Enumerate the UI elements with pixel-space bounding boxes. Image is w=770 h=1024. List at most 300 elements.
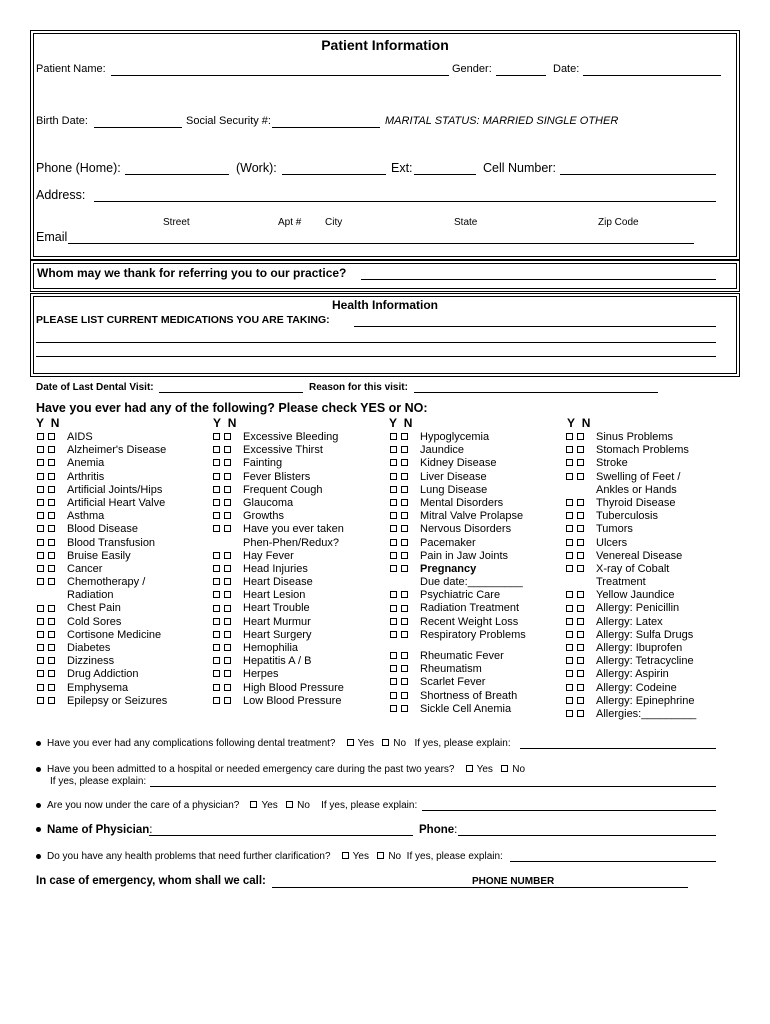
yes-no-checkboxes [390, 432, 420, 445]
yes-no-checkboxes [37, 445, 67, 458]
no-checkbox[interactable] [48, 618, 55, 625]
checklist-item [213, 668, 344, 681]
checklist-label: Yellow Jaundice [596, 589, 675, 602]
yes-checkbox[interactable] [213, 644, 220, 651]
no-checkbox[interactable] [577, 605, 584, 612]
yes-checkbox[interactable] [566, 644, 573, 651]
no-checkbox[interactable] [401, 525, 408, 532]
no-checkbox[interactable] [286, 801, 293, 808]
no-checkbox[interactable] [401, 618, 408, 625]
no-checkbox[interactable] [224, 473, 231, 480]
yes-checkbox[interactable] [213, 552, 220, 559]
checklist-label: Treatment [596, 576, 646, 589]
yes-checkbox[interactable] [566, 591, 573, 598]
yes-no-checkboxes [213, 550, 243, 563]
no-checkbox[interactable] [48, 631, 55, 638]
address-label: Address: [36, 188, 86, 202]
yes-checkbox[interactable] [390, 605, 397, 612]
yes-checkbox[interactable] [390, 565, 397, 572]
yes-checkbox[interactable] [390, 665, 397, 672]
checklist-item [566, 695, 696, 708]
yes-checkbox[interactable] [390, 652, 397, 659]
no-checkbox[interactable] [48, 512, 55, 519]
no-checkbox[interactable] [401, 665, 408, 672]
yes-checkbox[interactable] [466, 765, 473, 772]
no-checkbox[interactable] [401, 539, 408, 546]
yes-checkbox[interactable] [37, 657, 44, 664]
checklist-item [213, 602, 344, 615]
yes-no-checkboxes [566, 656, 596, 669]
yes-checkbox[interactable] [566, 697, 573, 704]
yes-no-checkboxes [566, 695, 596, 708]
last-visit-field[interactable] [159, 392, 303, 393]
checklist-item [566, 602, 696, 615]
checklist-label: Diabetes [67, 642, 111, 654]
yes-checkbox[interactable] [566, 499, 573, 506]
no-checkbox[interactable] [401, 512, 408, 519]
yes-checkbox[interactable] [213, 525, 220, 532]
no-checkbox[interactable] [48, 565, 55, 572]
no-checkbox[interactable] [501, 765, 508, 772]
checklist-label: Mitral Valve Prolapse [420, 510, 524, 523]
no-checkbox[interactable] [401, 446, 408, 453]
no-checkbox[interactable] [401, 678, 408, 685]
yes-checkbox[interactable] [213, 565, 220, 572]
checklist-label: Allergy: Ibuprofen [596, 642, 683, 654]
yes-checkbox[interactable] [37, 446, 44, 453]
yes-checkbox[interactable] [390, 446, 397, 453]
yes-checkbox[interactable] [342, 852, 349, 859]
gender-field[interactable] [496, 75, 546, 76]
bullet-icon [36, 767, 41, 772]
yes-no-checkboxes [37, 497, 67, 510]
checklist-label: Blood Disease [67, 523, 138, 536]
bullet-icon [36, 827, 41, 832]
no-checkbox[interactable] [577, 657, 584, 664]
no-checkbox[interactable] [401, 473, 408, 480]
yes-checkbox[interactable] [566, 459, 573, 466]
yes-checkbox[interactable] [566, 605, 573, 612]
checklist-label: Cancer [67, 562, 103, 575]
yes-checkbox[interactable] [390, 433, 397, 440]
yes-checkbox[interactable] [213, 657, 220, 664]
yes-no-checkboxes [566, 590, 596, 603]
yes-no-checkboxes [213, 577, 243, 590]
no-checkbox[interactable] [224, 486, 231, 493]
no-checkbox[interactable] [48, 499, 55, 506]
yes-checkbox[interactable] [37, 605, 44, 612]
checklist-item [566, 537, 696, 550]
no-checkbox[interactable] [224, 618, 231, 625]
yes-checkbox[interactable] [37, 697, 44, 704]
yes-checkbox[interactable] [390, 525, 397, 532]
yes-no-checkboxes [390, 690, 420, 703]
no-checkbox[interactable] [48, 525, 55, 532]
yes-checkbox[interactable] [566, 512, 573, 519]
no-checkbox[interactable] [48, 552, 55, 559]
checklist-item [390, 537, 526, 550]
yes-checkbox[interactable] [213, 446, 220, 453]
checklist-item [213, 642, 344, 655]
cell-field[interactable] [560, 174, 716, 175]
checklist-label: Alzheimer's Disease [67, 444, 167, 457]
no-checkbox[interactable] [401, 486, 408, 493]
yes-checkbox[interactable] [390, 499, 397, 506]
checklist-item [390, 497, 526, 510]
no-checkbox[interactable] [224, 670, 231, 677]
checklist-label: Allergy: Epinephrine [596, 694, 695, 707]
no-checkbox[interactable] [401, 433, 408, 440]
no-checkbox[interactable] [224, 578, 231, 585]
checklist-label: Cortisone Medicine [67, 628, 162, 641]
yes-checkbox[interactable] [347, 739, 354, 746]
question-physician-care: Are you now under the care of a physician? Yes No If yes, please explain: [36, 800, 417, 811]
checklist-item [37, 589, 167, 602]
checklist-item [213, 682, 344, 695]
yes-checkbox[interactable] [566, 525, 573, 532]
checklist-item [37, 471, 167, 484]
no-checkbox[interactable] [48, 446, 55, 453]
checklist-item [566, 523, 696, 536]
yes-checkbox[interactable] [37, 618, 44, 625]
no-checkbox[interactable] [224, 697, 231, 704]
yes-checkbox[interactable] [566, 539, 573, 546]
no-checkbox[interactable] [401, 652, 408, 659]
ext-field[interactable] [414, 174, 476, 175]
no-checkbox[interactable] [48, 670, 55, 677]
no-checkbox[interactable] [382, 739, 389, 746]
yes-checkbox[interactable] [37, 578, 44, 585]
no-checkbox[interactable] [577, 539, 584, 546]
ssn-field[interactable] [272, 127, 380, 128]
no-checkbox[interactable] [224, 499, 231, 506]
yes-checkbox[interactable] [37, 552, 44, 559]
checklist-item [213, 655, 344, 668]
checklist-item [566, 629, 696, 642]
checklist-label: Allergies:_________ [596, 707, 697, 720]
complications-explain-field[interactable] [520, 748, 716, 749]
physician-phone-field[interactable] [458, 835, 716, 836]
n-header: N [227, 416, 237, 430]
no-checkbox[interactable] [577, 644, 584, 651]
checklist-item [213, 431, 344, 444]
yes-checkbox[interactable] [390, 486, 397, 493]
no-checkbox[interactable] [48, 539, 55, 546]
yes-checkbox[interactable] [566, 552, 573, 559]
yes-checkbox[interactable] [37, 499, 44, 506]
yes-checkbox[interactable] [37, 684, 44, 691]
yes-checkbox[interactable] [213, 670, 220, 677]
cell-label: Cell Number: [483, 161, 556, 175]
y-header: Y [36, 416, 45, 430]
yes-checkbox[interactable] [566, 446, 573, 453]
no-checkbox[interactable] [577, 433, 584, 440]
no-checkbox[interactable] [224, 684, 231, 691]
no-checkbox[interactable] [577, 499, 584, 506]
yes-checkbox[interactable] [566, 631, 573, 638]
yes-checkbox[interactable] [390, 631, 397, 638]
checklist-label: Jaundice [420, 444, 465, 457]
yes-checkbox[interactable] [37, 486, 44, 493]
yes-no-checkboxes [390, 445, 420, 458]
n-header: N [581, 416, 591, 430]
no-checkbox[interactable] [224, 657, 231, 664]
no-checkbox[interactable] [401, 605, 408, 612]
no-checkbox[interactable] [577, 591, 584, 598]
no-checkbox[interactable] [224, 552, 231, 559]
checklist-item [37, 484, 167, 497]
yes-checkbox[interactable] [250, 801, 257, 808]
referral-field[interactable] [361, 279, 716, 280]
no-checkbox[interactable] [401, 565, 408, 572]
yes-checkbox[interactable] [390, 705, 397, 712]
yes-no-checkboxes [566, 682, 596, 695]
no-checkbox[interactable] [577, 631, 584, 638]
yes-checkbox[interactable] [390, 678, 397, 685]
yes-checkbox[interactable] [390, 552, 397, 559]
checklist-item [37, 497, 167, 510]
col2-yn [213, 416, 236, 430]
no-checkbox[interactable] [577, 710, 584, 717]
no-checkbox[interactable] [577, 525, 584, 532]
no-checkbox[interactable] [224, 565, 231, 572]
no-checkbox[interactable] [48, 578, 55, 585]
yes-checkbox[interactable] [213, 605, 220, 612]
no-checkbox[interactable] [401, 591, 408, 598]
yes-checkbox[interactable] [213, 473, 220, 480]
checklist-item [213, 471, 344, 484]
yes-checkbox[interactable] [566, 710, 573, 717]
checklist-label: Hay Fever [243, 549, 294, 562]
no-checkbox[interactable] [48, 697, 55, 704]
yes-checkbox[interactable] [213, 512, 220, 519]
yes-checkbox[interactable] [37, 473, 44, 480]
checklist-label: Have you ever taken [243, 523, 344, 536]
email-field[interactable] [68, 243, 694, 244]
city-caption: City [325, 217, 343, 228]
checklist-label: Heart Disease [243, 576, 313, 589]
no-checkbox[interactable] [224, 631, 231, 638]
checklist-column-4 [566, 431, 696, 721]
checklist-item [390, 510, 526, 523]
yes-no-checkboxes [37, 682, 67, 695]
no-checkbox[interactable] [401, 631, 408, 638]
no-checkbox[interactable] [224, 605, 231, 612]
no-checkbox[interactable] [48, 459, 55, 466]
yes-checkbox[interactable] [37, 525, 44, 532]
medications-line-2[interactable] [36, 342, 716, 343]
checklist-label: Arthritis [67, 470, 105, 483]
checklist-item [213, 444, 344, 457]
checklist-label: Respiratory Problems [420, 628, 526, 641]
yes-checkbox[interactable] [213, 499, 220, 506]
no-checkbox[interactable] [577, 446, 584, 453]
yes-no-checkboxes [566, 524, 596, 537]
checklist-item [566, 655, 696, 668]
checklist-label: Fainting [243, 457, 283, 470]
no-checkbox[interactable] [224, 525, 231, 532]
checklist-item [37, 576, 167, 589]
checklist-label: Due date:_________ [420, 576, 523, 589]
no-checkbox[interactable] [48, 605, 55, 612]
medications-line-1[interactable] [354, 326, 716, 327]
yes-checkbox[interactable] [390, 618, 397, 625]
checklist-label: Kidney Disease [420, 457, 497, 470]
yes-checkbox[interactable] [390, 591, 397, 598]
no-checkbox[interactable] [224, 591, 231, 598]
no-checkbox[interactable] [401, 552, 408, 559]
no-checkbox[interactable] [577, 459, 584, 466]
yes-checkbox[interactable] [390, 459, 397, 466]
checklist-item [390, 690, 526, 703]
phone-home-field[interactable] [125, 174, 229, 175]
checklist-label: Hepatitis A / B [243, 655, 312, 668]
checklist-label: Mental Disorders [420, 496, 504, 509]
no-checkbox[interactable] [48, 486, 55, 493]
yes-checkbox[interactable] [213, 618, 220, 625]
no-checkbox[interactable] [577, 512, 584, 519]
no-checkbox[interactable] [577, 618, 584, 625]
medications-label: PLEASE LIST CURRENT MEDICATIONS YOU ARE TAKING: [36, 314, 330, 326]
referral-question: Whom may we thank for referring you to our practice? [37, 266, 347, 280]
yes-checkbox[interactable] [213, 591, 220, 598]
no-checkbox[interactable] [48, 644, 55, 651]
checklist-item [566, 484, 696, 497]
medications-line-3[interactable] [36, 356, 716, 357]
health-problems-explain-field[interactable] [510, 861, 716, 862]
yes-checkbox[interactable] [37, 512, 44, 519]
no-checkbox[interactable] [401, 459, 408, 466]
yes-checkbox[interactable] [566, 473, 573, 480]
physician-phone-label: Phone: [419, 824, 458, 836]
no-checkbox[interactable] [577, 684, 584, 691]
yes-checkbox[interactable] [566, 657, 573, 664]
hospital-explain-field[interactable] [150, 786, 716, 787]
no-checkbox[interactable] [577, 697, 584, 704]
no-checkbox[interactable] [224, 644, 231, 651]
no-checkbox[interactable] [224, 512, 231, 519]
emergency-contact-field[interactable] [272, 887, 688, 888]
patient-name-field[interactable] [111, 75, 449, 76]
yes-checkbox[interactable] [566, 618, 573, 625]
checklist-item [566, 589, 696, 602]
checklist-item [37, 642, 167, 655]
checklist-label: High Blood Pressure [243, 681, 344, 694]
physician-care-explain-field[interactable] [422, 810, 716, 811]
no-checkbox[interactable] [224, 433, 231, 440]
yes-no-checkboxes [566, 708, 596, 721]
yes-no-checkboxes [37, 656, 67, 669]
checklist-label: Pacemaker [420, 536, 476, 549]
bullet-icon [36, 803, 41, 808]
checklist-item [566, 444, 696, 457]
work-field[interactable] [282, 174, 386, 175]
no-checkbox[interactable] [577, 670, 584, 677]
checklist-label: Phen-Phen/Redux? [243, 536, 340, 549]
yes-checkbox[interactable] [213, 631, 220, 638]
physician-name-field[interactable] [149, 835, 413, 836]
no-checkbox[interactable] [48, 657, 55, 664]
checklist-label: Excessive Thirst [243, 444, 323, 457]
yes-checkbox[interactable] [213, 433, 220, 440]
ssn-label: Social Security #: [186, 115, 271, 127]
yes-checkbox[interactable] [37, 644, 44, 651]
date-field[interactable] [583, 75, 721, 76]
checklist-label: Sinus Problems [596, 431, 674, 443]
yes-no-checkboxes [566, 669, 596, 682]
yes-no-checkboxes [213, 524, 243, 537]
no-checkbox[interactable] [577, 473, 584, 480]
no-checkbox[interactable] [401, 499, 408, 506]
no-checkbox[interactable] [377, 852, 384, 859]
checklist-label: Heart Surgery [243, 628, 312, 641]
yes-checkbox[interactable] [566, 670, 573, 677]
birth-date-label: Birth Date: [36, 115, 88, 127]
checklist-label: Heart Murmur [243, 615, 311, 628]
checklist-label: Allergy: Penicillin [596, 602, 680, 615]
yes-checkbox[interactable] [390, 512, 397, 519]
yes-checkbox[interactable] [566, 565, 573, 572]
question-hospital: Have you been admitted to a hospital or needed emergency care during the past two years? Yes No [36, 764, 525, 775]
yes-no-checkboxes [37, 643, 67, 656]
yes-checkbox[interactable] [37, 459, 44, 466]
yes-checkbox[interactable] [213, 684, 220, 691]
no-checkbox[interactable] [401, 692, 408, 699]
yes-checkbox[interactable] [37, 631, 44, 638]
no-checkbox[interactable] [401, 705, 408, 712]
no-checkbox[interactable] [224, 446, 231, 453]
yes-no-checkboxes [37, 511, 67, 524]
checklist-label: Radiation Treatment [420, 602, 520, 615]
reason-field[interactable] [414, 392, 658, 393]
yes-checkbox[interactable] [213, 697, 220, 704]
yes-no-checkboxes [390, 471, 420, 484]
birth-date-field[interactable] [94, 127, 182, 128]
yes-no-checkboxes [213, 682, 243, 695]
yes-checkbox[interactable] [213, 486, 220, 493]
phone-home-label: Phone (Home): [36, 161, 121, 175]
yes-checkbox[interactable] [390, 539, 397, 546]
yes-checkbox[interactable] [37, 433, 44, 440]
no-checkbox[interactable] [577, 565, 584, 572]
address-field[interactable] [94, 201, 716, 202]
yes-checkbox[interactable] [213, 459, 220, 466]
yes-checkbox[interactable] [37, 539, 44, 546]
checklist-label: Epilepsy or Seizures [67, 694, 168, 707]
checklist-item [390, 650, 526, 663]
yes-checkbox[interactable] [37, 670, 44, 677]
checklist-label: Frequent Cough [243, 483, 323, 496]
checklist-label: Stomach Problems [596, 444, 689, 457]
yes-checkbox[interactable] [390, 692, 397, 699]
yes-checkbox[interactable] [213, 578, 220, 585]
no-checkbox[interactable] [224, 459, 231, 466]
no-checkbox[interactable] [48, 473, 55, 480]
yes-checkbox[interactable] [566, 684, 573, 691]
yes-no-checkboxes [390, 524, 420, 537]
checklist-item [37, 655, 167, 668]
checklist-label: Herpes [243, 668, 279, 681]
yes-checkbox[interactable] [566, 433, 573, 440]
no-checkbox[interactable] [48, 433, 55, 440]
yes-checkbox[interactable] [37, 565, 44, 572]
checklist-label: Glaucoma [243, 496, 294, 509]
no-checkbox[interactable] [577, 552, 584, 559]
no-checkbox[interactable] [48, 684, 55, 691]
yes-no-checkboxes [37, 550, 67, 563]
n-header: N [50, 416, 60, 430]
yes-checkbox[interactable] [390, 473, 397, 480]
